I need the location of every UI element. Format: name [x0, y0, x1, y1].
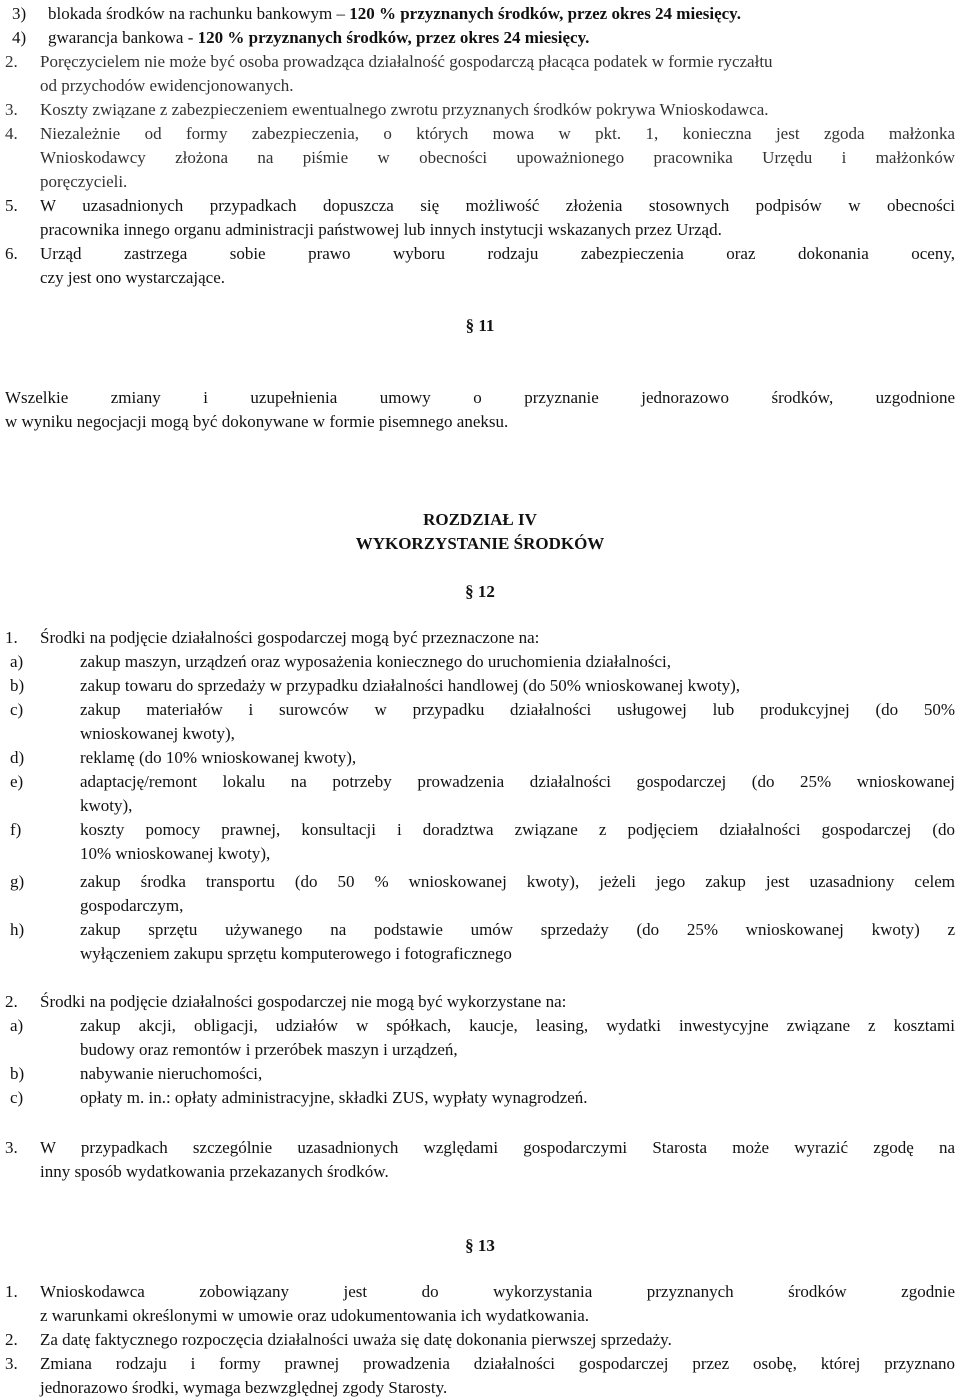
section-heading: § 13	[465, 1236, 495, 1255]
paragraph-line: W uzasadnionych przypadkach dopuszcza się możliwość złożenia stosownych podpisów w obecności	[40, 196, 955, 215]
item-label: h)	[10, 920, 25, 939]
item-text: zakup akcji, obligacji, udziałów w spółkach, kaucje, leasing, wydatki inwestycyjne związane z kosztami	[80, 1016, 955, 1035]
item-text: gospodarczym,	[80, 896, 184, 915]
paragraph-number: 1.	[5, 1282, 18, 1301]
item-text: zakup materiałów i surowców w przypadku działalności usługowej lub produkcyjnej (do 50%	[80, 700, 955, 719]
item-label: g)	[10, 872, 25, 891]
item-text: 10% wnioskowanej kwoty),	[80, 844, 271, 863]
paragraph-line: inny sposób wydatkowania przekazanych środków.	[40, 1162, 389, 1181]
item-label: c)	[10, 700, 24, 719]
paragraph-number: 3.	[5, 1138, 18, 1157]
paragraph-line: jednorazowo środki, wymaga bezwzględnej zgody Starosty.	[40, 1378, 448, 1397]
paragraph-number: 2.	[5, 1330, 18, 1349]
item-text: adaptację/remont lokalu na potrzeby prowadzenia działalności gospodarczej (do 25% wnioskowanej	[80, 772, 955, 791]
item-text: koszty pomocy prawnej, konsultacji i doradztwa związane z podjęciem działalności gospodarczej (do	[80, 820, 955, 839]
item-number: 4)	[12, 28, 27, 47]
item-label: b)	[10, 676, 25, 695]
item-text: blokada środków na rachunku bankowym – 120 % przyznanych środków, przez okres 24 miesięcy.	[48, 4, 741, 23]
paragraph-number: 3.	[5, 1354, 18, 1373]
paragraph-line: od przychodów ewidencjonowanych.	[40, 76, 294, 95]
chapter-title: ROZDZIAŁ IV	[423, 510, 537, 529]
paragraph-line: Zmiana rodzaju i formy prawnej prowadzenia działalności gospodarczej przez osobę, której przyznano	[40, 1354, 955, 1373]
paragraph-line: Poręczycielem nie może być osoba prowadząca działalność gospodarczą płacąca podatek w formie ryczałtu	[40, 52, 773, 71]
item-label: a)	[10, 652, 24, 671]
item-text: nabywanie nieruchomości,	[80, 1064, 263, 1083]
item-text: kwoty),	[80, 796, 133, 815]
paragraph-line: Za datę faktycznego rozpoczęcia działalności uważa się datę dokonania pierwszej sprzedaży.	[40, 1330, 672, 1349]
section-heading: § 11	[465, 316, 495, 335]
chapter-subtitle: WYKORZYSTANIE ŚRODKÓW	[355, 534, 605, 553]
paragraph-number: 1.	[5, 628, 18, 647]
paragraph-line: z warunkami określonymi w umowie oraz udokumentowania ich wydatkowania.	[40, 1306, 590, 1325]
item-label: a)	[10, 1016, 24, 1035]
paragraph-line: czy jest ono wystarczające.	[40, 268, 226, 287]
section-heading: § 12	[465, 582, 495, 601]
paragraph-line: Środki na podjęcie działalności gospodarczej mogą być przeznaczone na:	[40, 628, 540, 647]
paragraph-line: Wnioskodawcy złożona na piśmie w obecności upoważnionego pracownika Urzędu i małżonków	[40, 148, 955, 167]
paragraph-line: Środki na podjęcie działalności gospodarczej nie mogą być wykorzystane na:	[40, 992, 567, 1011]
item-label: b)	[10, 1064, 25, 1083]
item-text: zakup maszyn, urządzeń oraz wyposażenia koniecznego do uruchomienia działalności,	[80, 652, 671, 671]
paragraph-line: Wszelkie zmiany i uzupełnienia umowy o przyznanie jednorazowo środków, uzgodnione	[5, 388, 955, 407]
paragraph-number: 2.	[5, 52, 18, 71]
item-text: wyłączeniem zakupu sprzętu komputerowego i fotograficznego	[80, 944, 512, 963]
item-text: budowy oraz remontów i przeróbek maszyn i urządzeń,	[80, 1040, 458, 1059]
paragraph-line: pracownika innego organu administracji państwowej lub innych instytucji wskazanych przez Urząd.	[40, 220, 722, 239]
paragraph-number: 4.	[5, 124, 18, 143]
paragraph-number: 5.	[5, 196, 18, 215]
item-text: zakup sprzętu używanego na podstawie umów sprzedaży (do 25% wnioskowanej kwoty) z	[80, 920, 955, 939]
paragraph-line: Urząd zastrzega sobie prawo wyboru rodzaju zabezpieczenia oraz dokonania oceny,	[40, 244, 955, 263]
paragraph-number: 6.	[5, 244, 18, 263]
item-text: reklamę (do 10% wnioskowanej kwoty),	[80, 748, 357, 767]
item-text: wnioskowanej kwoty),	[80, 724, 235, 743]
paragraph-line: Wnioskodawca zobowiązany jest do wykorzystania przyznanych środków zgodnie	[40, 1282, 955, 1301]
item-label: c)	[10, 1088, 24, 1107]
paragraph-line: poręczycieli.	[40, 172, 128, 191]
item-label: e)	[10, 772, 24, 791]
item-text: zakup towaru do sprzedaży w przypadku działalności handlowej (do 50% wnioskowanej kwoty),	[80, 676, 740, 695]
item-number: 3)	[12, 4, 27, 23]
paragraph-line: Koszty związane z zabezpieczeniem ewentualnego zwrotu przyznanych środków pokrywa Wnioskodawca.	[40, 100, 769, 119]
paragraph-line: Niezależnie od formy zabezpieczenia, o których mowa w pkt. 1, konieczna jest zgoda małżonka	[40, 124, 955, 143]
paragraph-line: W przypadkach szczególnie uzasadnionych względami gospodarczymi Starosta może wyrazić zgodę na	[40, 1138, 955, 1157]
item-text: opłaty m. in.: opłaty administracyjne, składki ZUS, wypłaty wynagrodzeń.	[80, 1088, 588, 1107]
item-label: d)	[10, 748, 25, 767]
item-text: zakup środka transportu (do 50 % wnioskowanej kwoty), jeżeli jego zakup jest uzasadniony celem	[80, 872, 955, 891]
paragraph-line: w wyniku negocjacji mogą być dokonywane w formie pisemnego aneksu.	[5, 412, 509, 431]
paragraph-number: 3.	[5, 100, 18, 119]
item-text: gwarancja bankowa - 120 % przyznanych środków, przez okres 24 miesięcy.	[48, 28, 590, 47]
paragraph-number: 2.	[5, 992, 18, 1011]
item-label: f)	[10, 820, 22, 839]
